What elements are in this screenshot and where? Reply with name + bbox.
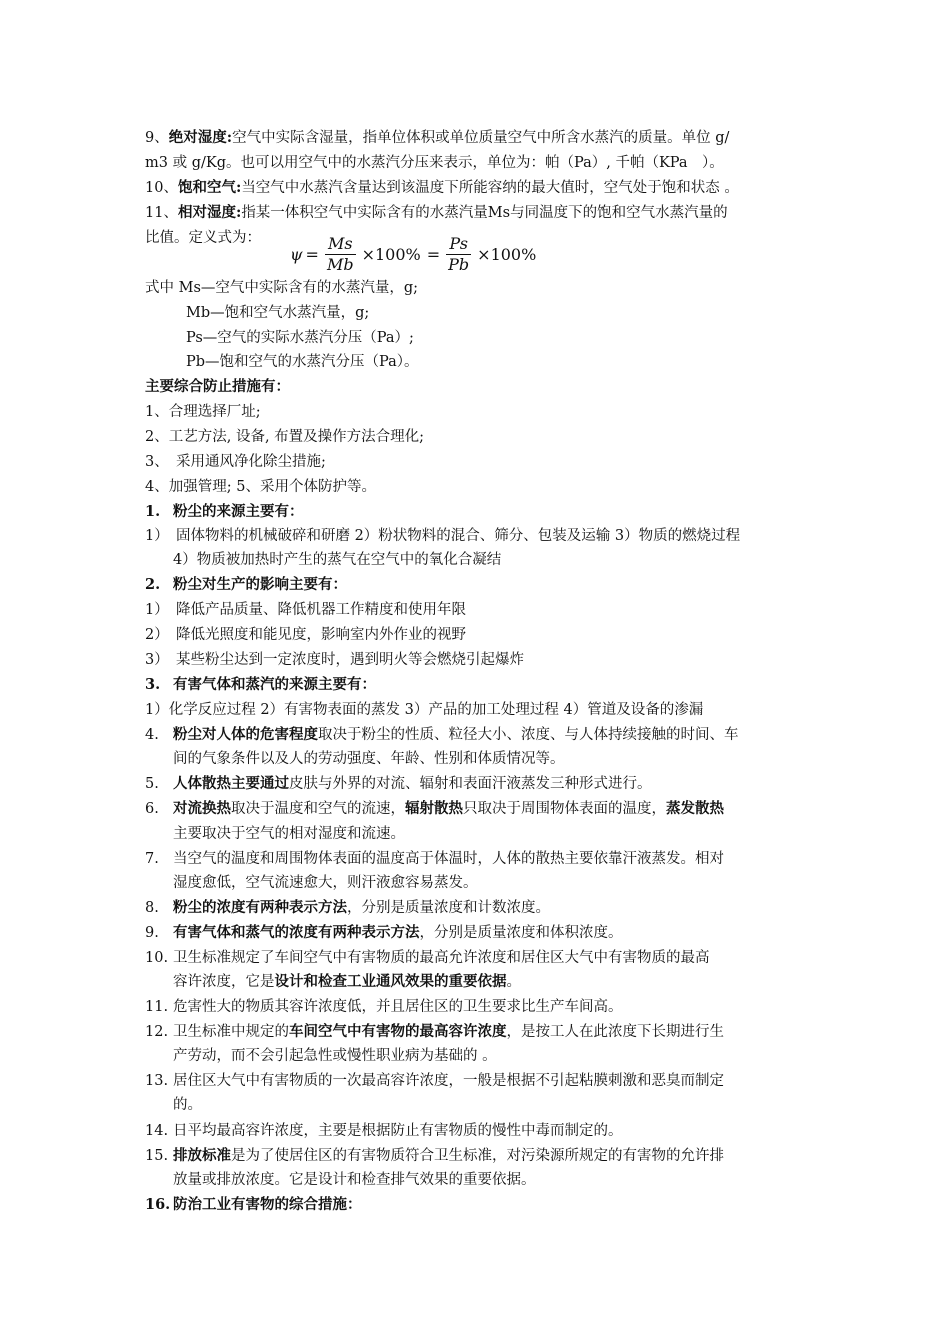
section-2-item-1: 1） 降低产品质量、降低机器工作精度和使用年限 xyxy=(145,602,466,618)
section-5-text: 皮肤与外界的对流、辐射和表面汗液蒸发三种形式进行。 xyxy=(289,776,652,792)
formula-equals-2: = xyxy=(426,244,441,264)
formula-equals-1: = xyxy=(305,244,319,264)
section-1-heading: 粉尘的来源主要有： xyxy=(173,503,304,520)
section-9-bold: 有害气体和蒸气的浓度有两种表示方法 xyxy=(173,924,420,941)
section-2-item-2: 2） 降低光照度和能见度，影响室内外作业的视野 xyxy=(145,627,466,643)
measure-4: 4、加强管理; 5、采用个体防护等。 xyxy=(145,479,376,495)
section-2-item-3: 3） 某些粉尘达到一定浓度时，遇到明火等会燃烧引起爆炸 xyxy=(145,652,524,668)
section-8-bold: 粉尘的浓度有两种表示方法 xyxy=(173,899,347,916)
section-12-bold: 车间空气中有害物的最高容许浓度 xyxy=(289,1023,507,1040)
section-15-line-1 xyxy=(173,1144,843,1168)
section-5-bold: 人体散热主要通过 xyxy=(173,775,289,792)
section-10-end: 。 xyxy=(506,974,521,990)
section-6-bold-3: 蒸发散热 xyxy=(666,800,724,817)
item-9-line-1 xyxy=(145,126,815,150)
section-8-line xyxy=(173,896,843,920)
measure-1: 1、合理选择厂址; xyxy=(145,404,261,420)
section-4-text: 取决于粉尘的性质、粒径大小、浓度、与人体持续接触的时间、车 xyxy=(318,727,739,743)
section-12-text: 卫生标准中规定的 xyxy=(173,1024,289,1040)
section-3-heading: 有害气体和蒸汽的来源主要有： xyxy=(173,676,376,693)
section-8-text: ，分别是质量浓度和计数浓度。 xyxy=(347,900,550,916)
section-11-line: 危害性大的物质其容许浓度低，并且居住区的卫生要求比生产车间高。 xyxy=(173,999,623,1015)
section-12-line-1 xyxy=(173,1020,843,1044)
section-10-line-1: 卫生标准规定了车间空气中有害物质的最高允许浓度和居住区大气中有害物质的最高 xyxy=(173,950,710,966)
section-4-number: 4. xyxy=(145,727,159,743)
section-5-number: 5. xyxy=(145,776,159,792)
item-10-number: 10、 xyxy=(145,180,178,196)
section-12-line-2: 产劳动，而不会引起急性或慢性职业病为基础的 。 xyxy=(173,1048,497,1064)
section-7-line-1: 当空气的温度和周围物体表面的温度高于体温时，人体的散热主要依靠汗液蒸发。相对 xyxy=(173,851,724,867)
section-9-text: ，分别是质量浓度和体积浓度。 xyxy=(419,925,623,941)
fraction-ps-pb xyxy=(445,234,472,275)
denominator-mb: Mb xyxy=(326,254,354,274)
measure-3: 3、 采用通风净化除尘措施; xyxy=(145,454,326,470)
section-3-item-1: 1）化学反应过程 2）有害物表面的蒸发 3）产品的加工处理过程 4）管道及设备的渗漏 xyxy=(145,702,704,718)
item-10-text: 当空气中水蒸汽含量达到该温度下所能容纳的最大值时，空气处于饱和状态 。 xyxy=(241,180,739,196)
item-9-text: 空气中实际含湿量，指单位体积或单位质量空气中所含水蒸汽的质量。单位 g/ xyxy=(232,130,730,146)
section-10-line-2 xyxy=(173,970,843,994)
section-16-heading: 防治工业有害物的综合措施： xyxy=(173,1196,362,1213)
item-10-term: 饱和空气: xyxy=(177,179,242,196)
item-9-line-2: m3 或 g/Kg。也可以用空气中的水蒸汽分压来表示，单位为：帕（Pa）, 千帕（KPa ）。 xyxy=(145,155,724,171)
section-6-line-1 xyxy=(173,797,843,821)
section-3-number: 3. xyxy=(145,676,161,693)
item-11-text: 指某一体积空气中实际含有的水蒸汽量Ms与同温度下的饱和空气水蒸汽量的 xyxy=(241,205,728,221)
section-9-number: 9. xyxy=(145,925,159,941)
section-10-bold: 设计和检查工业通风效果的重要依据 xyxy=(274,973,507,990)
section-4-line-1 xyxy=(173,723,843,747)
section-6-bold-2: 辐射散热 xyxy=(405,800,463,817)
section-2-heading: 粉尘对生产的影响主要有： xyxy=(173,576,347,593)
section-6-line-2: 主要取决于空气的相对湿度和流速。 xyxy=(173,826,405,842)
item-11-line-2: 比值。定义式为： xyxy=(145,230,261,246)
relative-humidity-formula xyxy=(290,232,539,276)
section-1-number: 1. xyxy=(145,503,161,520)
section-6-number: 6. xyxy=(145,801,159,817)
section-7-number: 7. xyxy=(145,851,159,867)
section-10-text: 容许浓度，它是 xyxy=(173,974,275,990)
formula-symbol: ψ xyxy=(290,244,303,264)
section-9-line xyxy=(173,921,843,945)
section-15-bold: 排放标准 xyxy=(173,1147,231,1164)
item-9-term: 绝对湿度: xyxy=(168,129,233,146)
section-4-line-2: 间的气象条件以及人的劳动强度、年龄、性别和体质情况等。 xyxy=(173,751,565,767)
item-10 xyxy=(145,176,815,200)
section-1-item-2: 4）物质被加热时产生的蒸气在空气中的氧化合凝结 xyxy=(173,552,502,568)
measure-2: 2、工艺方法, 设备, 布置及操作方法合理化; xyxy=(145,429,425,445)
numerator-ps: Ps xyxy=(446,234,471,255)
section-14-number: 14. xyxy=(145,1123,169,1139)
where-line-3: Ps—空气的实际水蒸汽分压（Pa）; xyxy=(186,330,414,346)
formula-percent-1: ×100% xyxy=(361,244,421,264)
section-13-line-1: 居住区大气中有害物质的一次最高容许浓度，一般是根据不引起粘膜刺激和恶臭而制定 xyxy=(173,1073,724,1089)
section-7-line-2: 湿度愈低，空气流速愈大，则汗液愈容易蒸发。 xyxy=(173,875,478,891)
item-11-line-1 xyxy=(145,201,815,225)
section-6-bold-1: 对流换热 xyxy=(173,800,231,817)
section-15-number: 15. xyxy=(145,1148,169,1164)
section-4-bold: 粉尘对人体的危害程度 xyxy=(173,726,318,743)
section-1-item-1: 1） 固体物料的机械破碎和研磨 2）粉状物料的混合、筛分、包装及运输 3）物质的燃烧过程 xyxy=(145,528,741,544)
section-16-number: 16. xyxy=(145,1196,171,1213)
section-12-text-2: ，是按工人在此浓度下长期进行生 xyxy=(506,1024,724,1040)
numerator-ms: Ms xyxy=(325,234,356,255)
item-11-number: 11、 xyxy=(145,205,178,221)
where-line-4: Pb—饱和空气的水蒸汽分压（Pa）。 xyxy=(186,354,419,370)
section-6-text-1: 取决于温度和空气的流速， xyxy=(231,801,405,817)
section-15-line-2: 放量或排放浓度。它是设计和检查排气效果的重要依据。 xyxy=(173,1172,536,1188)
measures-heading: 主要综合防止措施有： xyxy=(145,378,290,395)
formula-percent-2: ×100% xyxy=(477,244,537,264)
denominator-pb: Pb xyxy=(448,254,470,274)
section-14-line: 日平均最高容许浓度，主要是根据防止有害物质的慢性中毒而制定的。 xyxy=(173,1123,623,1139)
section-13-line-2: 的。 xyxy=(173,1097,202,1113)
section-2-number: 2. xyxy=(145,576,161,593)
section-5-line xyxy=(173,772,843,796)
item-9-number: 9、 xyxy=(145,130,169,146)
section-15-text: 是为了使居住区的有害物质符合卫生标准，对污染源所规定的有害物的允许排 xyxy=(231,1148,724,1164)
where-line-2: Mb—饱和空气水蒸汽量，g; xyxy=(186,305,370,321)
section-12-number: 12. xyxy=(145,1024,169,1040)
item-11-term: 相对湿度: xyxy=(177,204,242,221)
section-13-number: 13. xyxy=(145,1073,169,1089)
section-10-number: 10. xyxy=(145,950,169,966)
section-11-number: 11. xyxy=(145,999,169,1015)
section-8-number: 8. xyxy=(145,900,159,916)
section-6-text-2: 只取决于周围物体表面的温度， xyxy=(463,801,666,817)
fraction-ms-mb xyxy=(324,234,357,275)
where-line-1: 式中 Ms—空气中实际含有的水蒸汽量，g; xyxy=(145,280,419,296)
